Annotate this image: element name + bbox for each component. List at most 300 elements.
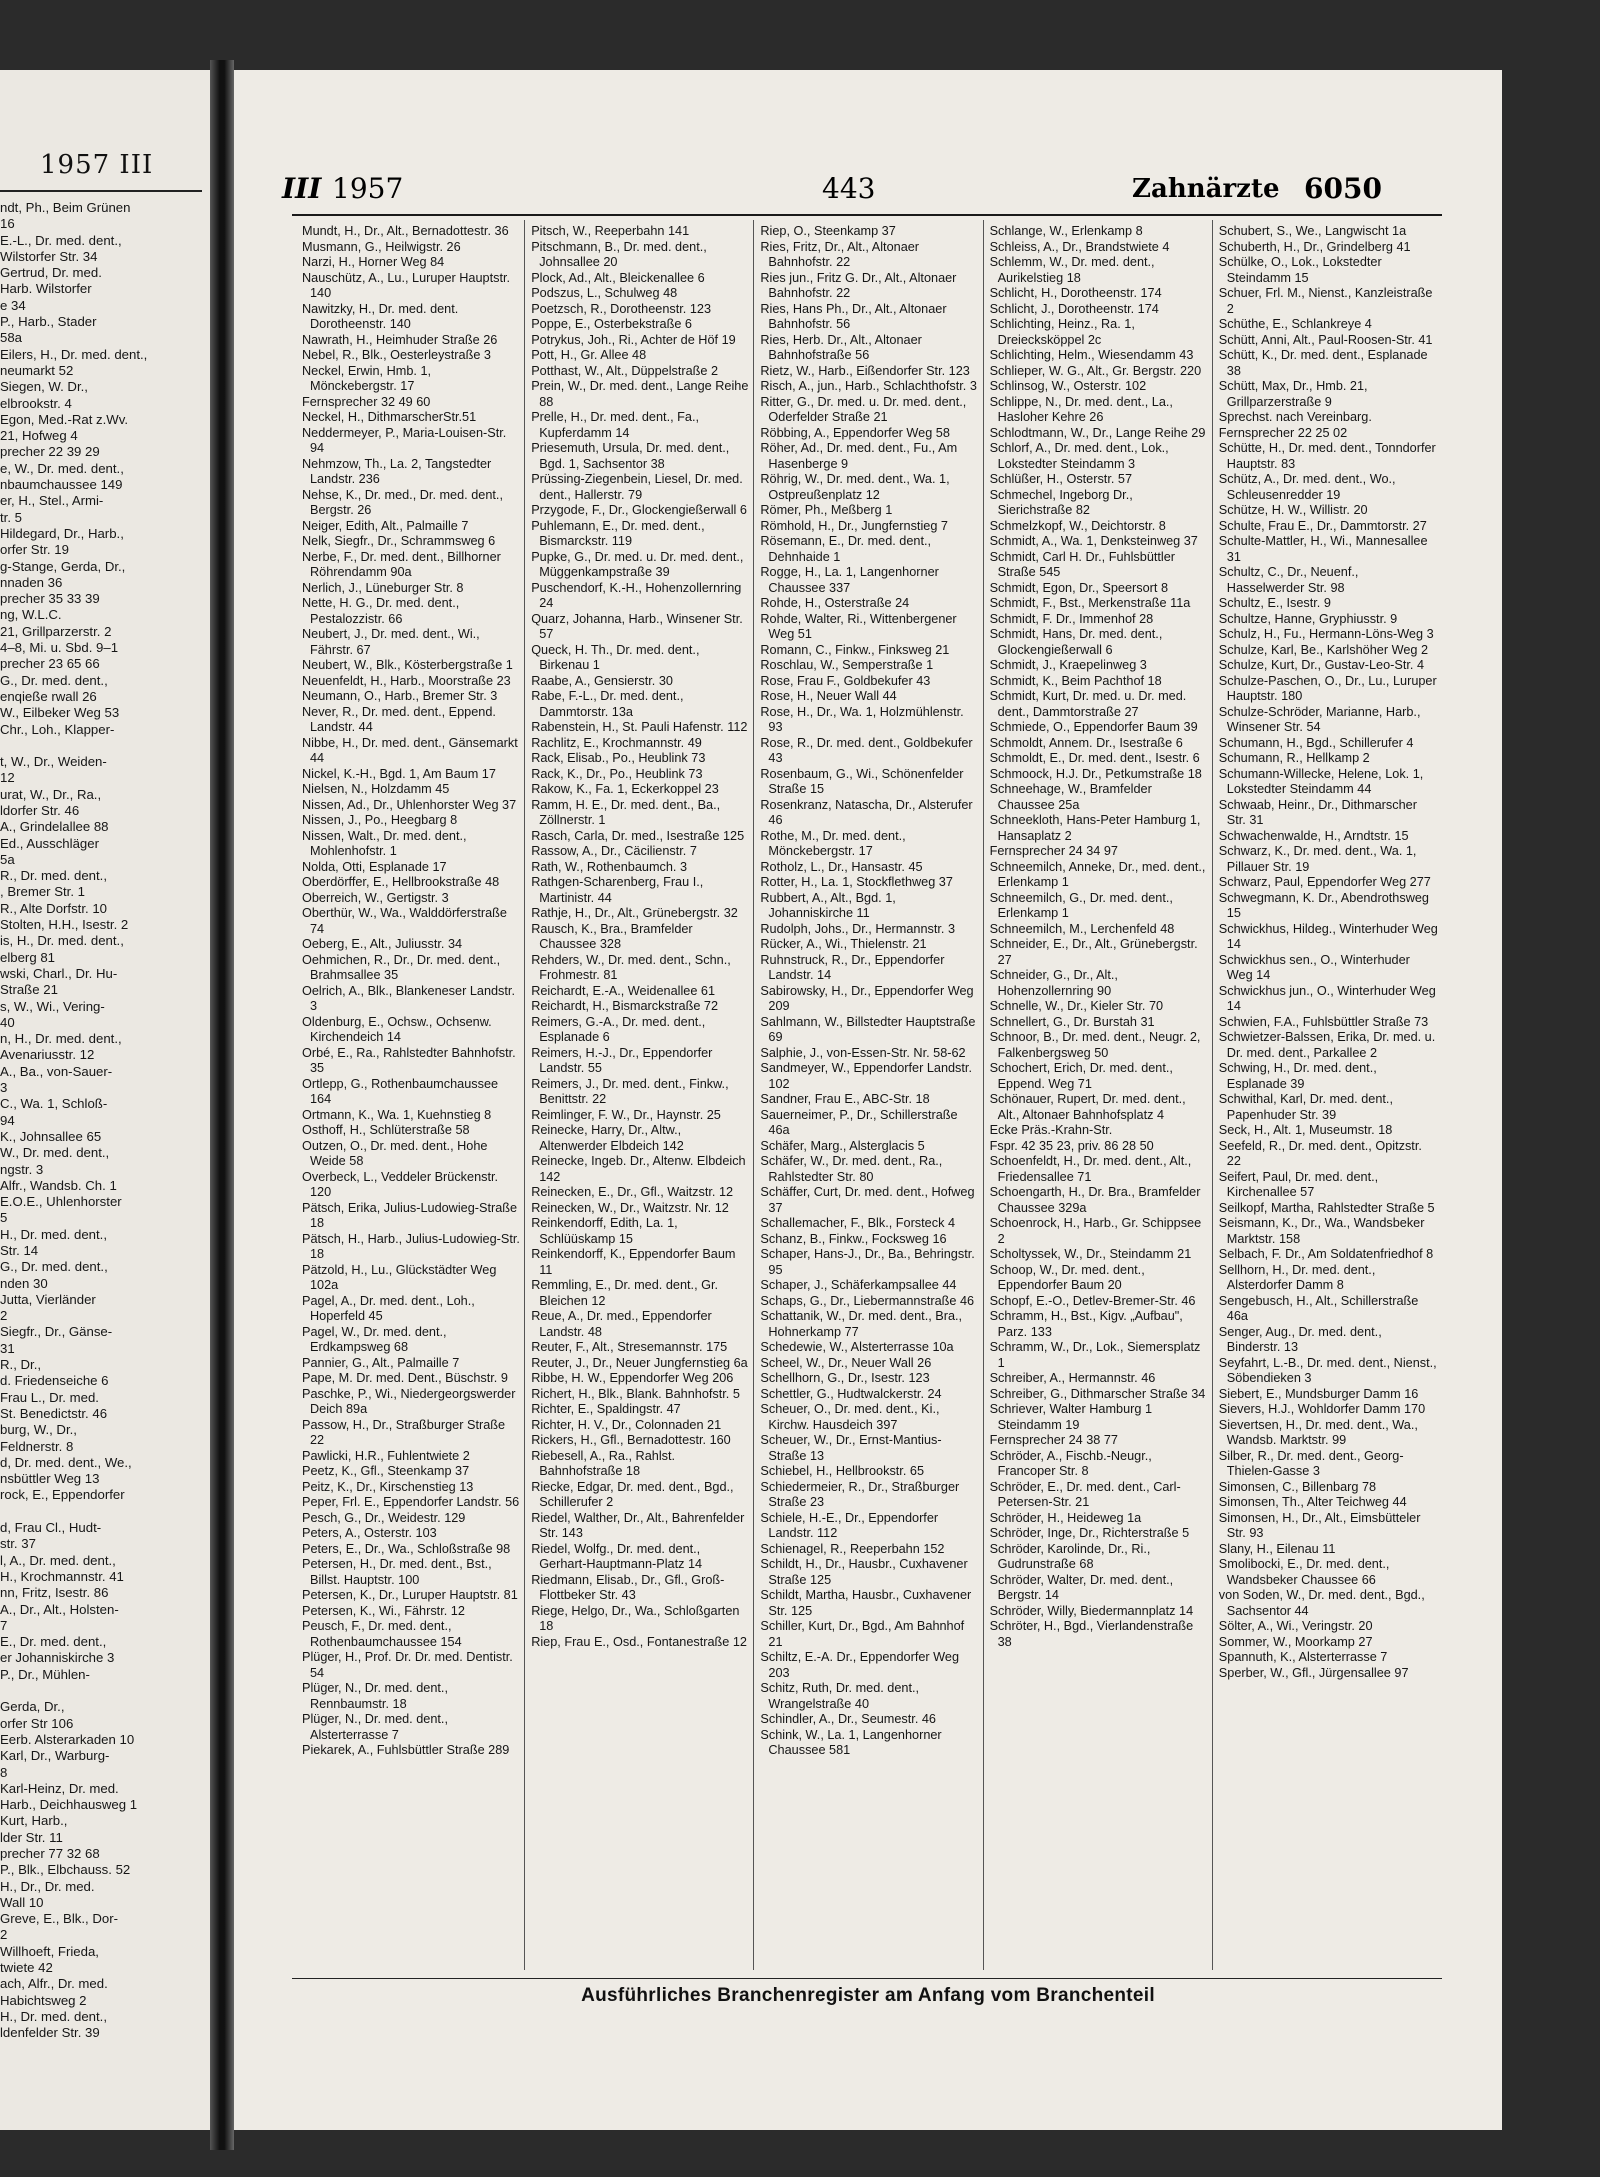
directory-entry: Schaps, G., Dr., Liebermannstraße 46 <box>760 1293 975 1308</box>
directory-entry: Schink, W., La. 1, Langenhorner Chaussee 581 <box>760 1727 942 1757</box>
directory-entry: Richter, H. V., Dr., Colonnaden 21 <box>531 1417 722 1432</box>
directory-entry: Schriever, Walter Hamburg 1 Steindamm 19 <box>989 1402 1153 1432</box>
left-page-line: Greve, E., Blk., Dor- <box>0 1911 118 1927</box>
left-page-line: W., Eilbeker Weg 53 <box>0 705 120 721</box>
directory-entry: Schuberth, H., Dr., Grindelberg 41 <box>1218 239 1411 254</box>
directory-entry: Römer, Ph., Meßberg 1 <box>760 503 893 517</box>
left-page-line <box>0 1504 204 1520</box>
directory-entry: Ortlepp, G., Rothenbaumchaussee 164 <box>302 1076 499 1106</box>
directory-entry: Reichardt, E.-A., Weidenallee 61 <box>531 983 716 998</box>
directory-entry: Schneider, E., Dr., Alt., Grünebergstr. 27 <box>989 937 1198 967</box>
directory-entry: Peusch, F., Dr. med. dent., Rothenbaumchaussee 154 <box>302 1619 462 1649</box>
section-title: Zahnärzte <box>1132 174 1280 204</box>
directory-entry: Rathgen-Scharenberg, Frau I., Martinistr. 44 <box>531 875 704 905</box>
directory-entry: Poppe, E., Osterbekstraße 6 <box>531 317 692 331</box>
directory-entry: Seyfahrt, L.-B., Dr. med. dent., Nienst., Söbendieken 3 <box>1218 1355 1437 1385</box>
directory-entry: Schröder, Willy, Biedermannplatz 14 <box>989 1603 1194 1618</box>
directory-entry: Röbbing, A., Eppendorfer Weg 58 <box>760 425 950 440</box>
left-page-line: is, H., Dr. med. dent., <box>0 933 124 949</box>
left-page-line: nn, Fritz, Isestr. 86 <box>0 1585 109 1601</box>
left-page-line: H., Dr. med. dent., <box>0 2008 108 2024</box>
left-page-line: Karl-Heinz, Dr. med. <box>0 1780 119 1796</box>
directory-entry: Schüthe, E., Schlankreye 4 <box>1218 317 1372 331</box>
directory-entry: Neuenfeldt, H., Harb., Moorstraße 23 <box>302 673 511 688</box>
directory-entry: Oldenburg, E., Ochsw., Ochsenw. Kirchendeich 14 <box>302 1014 492 1044</box>
left-page-line: H., Dr. med. dent., <box>0 1226 108 1242</box>
header-rule <box>292 214 1442 216</box>
book-spine <box>210 60 234 2150</box>
directory-entry: Schwien, F.A., Fuhlsbüttler Straße 73 <box>1218 1014 1429 1029</box>
year: 1957 <box>332 172 404 205</box>
directory-entry: Schleiss, A., Dr., Brandstwiete 4 <box>989 239 1170 254</box>
directory-entry: Seefeld, R., Dr. med. dent., Opitzstr. 22 <box>1218 1138 1422 1168</box>
directory-columns <box>296 220 1442 1970</box>
directory-entry: Outzen, O., Dr. med. dent., Hohe Weide 58 <box>302 1138 488 1168</box>
directory-entry: Nissen, Ad., Dr., Uhlenhorster Weg 37 <box>302 797 517 812</box>
directory-entry: Peper, Frl. E., Eppendorfer Landstr. 56 <box>302 1495 520 1509</box>
left-page-line: E.-L., Dr. med. dent., <box>0 232 122 248</box>
directory-entry: Plüger, N., Dr. med. dent., Rennbaumstr. 18 <box>302 1681 448 1711</box>
directory-entry: Schettler, G., Hudtwalckerstr. 24 <box>760 1386 942 1401</box>
directory-entry: Schmoldt, Annem. Dr., Isestraße 6 <box>989 735 1183 750</box>
left-page-line: nbaumchaussee 149 <box>0 477 123 493</box>
directory-entry: Schmidt, Kurt, Dr. med. u. Dr. med. dent., Dammtorstraße 27 <box>989 689 1187 719</box>
left-page-line: G., Dr. med. dent., <box>0 1259 108 1275</box>
directory-entry: Schellhorn, G., Dr., Isestr. 123 <box>760 1371 930 1385</box>
left-page-line: Eerb. Alsterarkaden 10 <box>0 1731 135 1747</box>
left-page-line: 21, Hofweg 4 <box>0 428 78 444</box>
directory-entry: Schütte, H., Dr. med. dent., Tonndorfer Hauptstr. 83 <box>1218 441 1436 471</box>
directory-entry: Rakow, K., Fa. 1, Eckerkoppel 23 <box>531 782 719 796</box>
directory-entry: Ecke Präs.-Krahn-Str. <box>989 1123 1113 1137</box>
directory-entry: Nette, H. G., Dr. med. dent., Pestalozzistr. 66 <box>302 596 460 626</box>
directory-entry: Schmidt, A., Wa. 1, Denksteinweg 37 <box>989 534 1198 548</box>
directory-entry: Schnelle, W., Dr., Kieler Str. 70 <box>989 999 1164 1013</box>
left-page-line: g-Stange, Gerda, Dr., <box>0 558 126 574</box>
left-page-line: d. Friedenseiche 6 <box>0 1373 109 1389</box>
directory-entry: Reinecke, Ingeb. Dr., Altenw. Elbdeich 142 <box>531 1154 746 1184</box>
left-page-line: 8 <box>0 1764 8 1780</box>
directory-entry: Pitschmann, B., Dr. med. dent., Johnsallee 20 <box>531 239 707 269</box>
directory-entry: Ribbe, H. W., Eppendorfer Weg 206 <box>531 1371 734 1385</box>
left-page-line: rock, E., Eppendorfer <box>0 1487 125 1503</box>
left-page-line: enqieße rwall 26 <box>0 688 97 704</box>
directory-entry: Sommer, W., Moorkamp 27 <box>1218 1634 1373 1649</box>
directory-entry: Schochert, Erich, Dr. med. dent., Eppend. Weg 71 <box>989 1061 1173 1091</box>
left-page-line: Eilers, H., Dr. med. dent., <box>0 346 148 362</box>
directory-entry: Schwarz, K., Dr. med. dent., Wa. 1, Pillauer Str. 19 <box>1218 844 1417 874</box>
directory-entry: Siebert, E., Mundsburger Damm 16 <box>1218 1386 1419 1401</box>
directory-entry: Schallemacher, F., Blk., Forsteck 4 <box>760 1216 956 1230</box>
directory-entry: Fernsprecher 32 49 60 <box>302 394 431 409</box>
directory-entry: Schütt, K., Dr. med. dent., Esplanade 38 <box>1218 348 1428 378</box>
directory-entry: Schwickhus jun., O., Winterhuder Weg 14 <box>1218 983 1436 1013</box>
directory-entry: Schulze-Paschen, O., Dr., Lu., Luruper Hauptstr. 180 <box>1218 673 1437 703</box>
directory-entry: Schwickhus sen., O., Winterhuder Weg 14 <box>1218 952 1410 982</box>
directory-entry: Nehmzow, Th., La. 2, Tangstedter Landstr. 236 <box>302 456 492 486</box>
directory-entry: Schlüßer, H., Osterstr. 57 <box>989 472 1133 486</box>
directory-entry: Pott, H., Gr. Allee 48 <box>531 348 647 362</box>
directory-entry: Simonsen, Th., Alter Teichweg 44 <box>1218 1495 1407 1509</box>
directory-entry: Schoop, W., Dr. med. dent., Eppendorfer Baum 20 <box>989 1262 1145 1292</box>
directory-entry: Reimlinger, F. W., Dr., Haynstr. 25 <box>531 1107 721 1122</box>
left-page-line: precher 22 39 29 <box>0 444 100 460</box>
directory-entry: Riebesell, A., Ra., Rahlst. Bahnhofstraße 18 <box>531 1448 676 1478</box>
directory-entry: Pitsch, W., Reeperbahn 141 <box>531 224 690 238</box>
left-page-line: 5 <box>0 1210 8 1226</box>
directory-entry: Seck, H., Alt. 1, Museumstr. 18 <box>1218 1123 1393 1137</box>
left-page-line: Stolten, H.H., Isestr. 2 <box>0 917 129 933</box>
directory-entry: Schlodtmann, W., Dr., Lange Reihe 29 <box>989 425 1206 440</box>
directory-entry: Schoenrock, H., Harb., Gr. Schippsee 2 <box>989 1216 1202 1246</box>
directory-entry: Scheuer, O., Dr. med. dent., Ki., Kirchw. Hausdeich 397 <box>760 1402 940 1432</box>
directory-entry: Schröder, Karolinde, Dr., Ri., Gudrunstraße 68 <box>989 1541 1151 1571</box>
directory-entry: Schröder, E., Dr. med. dent., Carl-Petersen-Str. 21 <box>989 1479 1181 1509</box>
left-page-line: A., Ba., von-Sauer- <box>0 1063 113 1079</box>
directory-entry: Pannier, G., Alt., Palmaille 7 <box>302 1355 460 1370</box>
directory-entry: Pawlicki, H.R., Fuhlentwiete 2 <box>302 1448 470 1463</box>
directory-entry: Oehmichen, R., Dr., Dr. med. dent., Brahmsallee 35 <box>302 952 501 982</box>
directory-entry: Never, R., Dr. med. dent., Eppend. Landstr. 44 <box>302 704 496 734</box>
directory-entry: Priesemuth, Ursula, Dr. med. dent., Bgd. 1, Sachsentor 38 <box>531 441 730 471</box>
directory-entry: Riedel, Walther, Dr., Alt., Bahrenfelder Str. 143 <box>531 1510 745 1540</box>
left-page-line: Frau L., Dr. med. <box>0 1389 99 1405</box>
directory-entry: Nissen, Walt., Dr. med. dent., Mohlenhofstr. 1 <box>302 828 467 858</box>
directory-entry: Nelk, Siegfr., Dr., Schrammsweg 6 <box>302 534 496 548</box>
left-page-line: P., Blk., Elbchauss. 52 <box>0 1862 131 1878</box>
directory-entry: Schramm, H., Bst., Kigv. „Aufbau", Parz. 133 <box>989 1309 1183 1339</box>
directory-entry: Schildt, H., Dr., Hausbr., Cuxhavener Straße 125 <box>760 1557 968 1587</box>
left-page-line: str. 37 <box>0 1536 36 1552</box>
directory-entry: Nerlich, J., Lüneburger Str. 8 <box>302 580 464 595</box>
directory-entry: Sperber, W., Gfl., Jürgensallee 97 <box>1218 1665 1409 1680</box>
directory-entry: Prüssing-Ziegenbein, Liesel, Dr. med. dent., Hallerstr. 79 <box>531 472 743 502</box>
directory-entry: Rietz, W., Harb., Eißendorfer Str. 123 <box>760 363 970 378</box>
directory-entry: Potrykus, Joh., Ri., Achter de Höf 19 <box>531 332 736 347</box>
directory-entry: Nerbe, F., Dr. med. dent., Billhorner Röhrendamm 90a <box>302 549 501 579</box>
directory-entry: Oberreich, W., Gertigstr. 3 <box>302 890 449 905</box>
directory-entry: Rosenbaum, G., Wi., Schönenfelder Straße 15 <box>760 766 964 796</box>
directory-entry: Schmidt, Egon, Dr., Speersort 8 <box>989 580 1169 595</box>
left-page-line: 94 <box>0 1112 15 1128</box>
directory-entry: Schulze-Schröder, Marianne, Harb., Winsener Str. 54 <box>1218 704 1421 734</box>
directory-entry: Schmidt, Carl H. Dr., Fuhlsbüttler Straße 545 <box>989 549 1176 579</box>
directory-column <box>754 220 983 1970</box>
directory-entry: Scheel, W., Dr., Neuer Wall 26 <box>760 1355 932 1370</box>
left-page-line: C., Wa. 1, Schloß- <box>0 1096 108 1112</box>
left-page-line: urat, W., Dr., Ra., <box>0 786 102 802</box>
directory-entry: Seilkopf, Martha, Rahlstedter Straße 5 <box>1218 1200 1435 1215</box>
directory-entry: Schiebel, H., Hellbrookstr. 65 <box>760 1464 924 1478</box>
left-page-line: twiete 42 <box>0 1960 53 1976</box>
directory-entry: Rosenkranz, Natascha, Dr., Alsterufer 46 <box>760 797 973 827</box>
left-page-line: A., Grindelallee 88 <box>0 819 109 835</box>
directory-entry: Schlieper, W. G., Alt., Gr. Bergstr. 220 <box>989 363 1202 378</box>
directory-entry: Nauschütz, A., Lu., Luruper Hauptstr. 140 <box>302 270 511 300</box>
left-page-line: er Johanniskirche 3 <box>0 1650 115 1666</box>
directory-entry: Nielsen, N., Holzdamm 45 <box>302 782 450 796</box>
directory-entry: Sölter, A., Wi., Veringstr. 20 <box>1218 1619 1373 1633</box>
directory-entry: Fernsprecher 22 25 02 <box>1218 425 1348 440</box>
directory-entry: Potthast, W., Alt., Düppelstraße 2 <box>531 363 719 378</box>
directory-entry: Plüger, H., Prof. Dr. Dr. med. Dentistr. 54 <box>302 1650 513 1680</box>
directory-entry: Schäfer, Marg., Alsterglacis 5 <box>760 1138 925 1153</box>
directory-entry: Sievertsen, H., Dr. med. dent., Wa., Wandsb. Marktstr. 99 <box>1218 1417 1418 1447</box>
left-page-line: d, Dr. med. dent., We., <box>0 1454 132 1470</box>
directory-entry: Schwegmann, K. Dr., Abendrothsweg 15 <box>1218 890 1429 920</box>
directory-entry: Richert, H., Blk., Blank. Bahnhofstr. 5 <box>531 1386 740 1401</box>
left-page-line: neumarkt 52 <box>0 362 74 378</box>
directory-entry: Neckel, H., DithmarscherStr.51 <box>302 410 477 424</box>
directory-entry: Rose, R., Dr. med. dent., Goldbekufer 43 <box>760 735 973 765</box>
directory-entry: Schwing, H., Dr. med. dent., Esplanade 39 <box>1218 1061 1377 1091</box>
directory-entry: Schmidt, F. Dr., Immenhof 28 <box>989 611 1154 626</box>
left-page-line: G., Dr. med. dent., <box>0 672 108 688</box>
directory-entry: Raabe, A., Gensierstr. 30 <box>531 673 673 688</box>
directory-entry: Schedewie, W., Alsterterrasse 10a <box>760 1340 954 1354</box>
directory-entry: Schreiber, A., Hermannstr. 46 <box>989 1371 1156 1385</box>
directory-entry: Schlichting, Heinz., Ra. 1, Dreiecksköppel 2c <box>989 317 1135 347</box>
directory-entry: Schultz, E., Isestr. 9 <box>1218 596 1331 610</box>
left-page-line: 21, Grillparzerstr. 2 <box>0 623 112 639</box>
directory-entry: Sellhorn, H., Dr. med. dent., Alsterdorfer Damm 8 <box>1218 1262 1376 1292</box>
directory-entry: Rotholz, L., Dr., Hansastr. 45 <box>760 859 923 874</box>
directory-entry: Schanz, B., Finkw., Focksweg 16 <box>760 1231 947 1246</box>
directory-entry: Petersen, H., Dr. med. dent., Bst., Billst. Hauptstr. 100 <box>302 1557 492 1587</box>
left-page-line: Ed., Ausschläger <box>0 835 99 851</box>
directory-entry: Schäfer, W., Dr. med. dent., Ra., Rahlstedter Str. 80 <box>760 1154 943 1184</box>
left-page-line: ach, Alfr., Dr. med. <box>0 1976 108 1992</box>
directory-entry: Spannuth, K., Alsterterrasse 7 <box>1218 1650 1388 1664</box>
directory-entry: Rose, Frau F., Goldbekufer 43 <box>760 673 931 688</box>
directory-entry: Petersen, K., Wi., Fährstr. 12 <box>302 1603 465 1618</box>
left-page-line: precher 23 65 66 <box>0 656 100 672</box>
directory-entry: Prelle, H., Dr. med. dent., Fa., Kupferdamm 14 <box>531 410 700 440</box>
left-page-line: 5a <box>0 851 15 867</box>
directory-entry: Remmling, E., Dr. med. dent., Gr. Bleichen 12 <box>531 1278 719 1308</box>
left-page-line: E.O.E., Uhlenhorster <box>0 1194 122 1210</box>
directory-entry: Schmidt, J., Kraepelinweg 3 <box>989 658 1147 672</box>
directory-entry: Nibbe, H., Dr. med. dent., Gänsemarkt 44 <box>302 735 518 765</box>
directory-entry: Röhrig, W., Dr. med. dent., Wa. 1, Ostpreußenplatz 12 <box>760 472 950 502</box>
left-page-line: orfer Str. 19 <box>0 542 69 558</box>
left-page-line: nnaden 36 <box>0 574 63 590</box>
directory-entry: Rubbert, A., Alt., Bgd. 1, Johanniskirche 11 <box>760 890 896 920</box>
directory-entry: Oberdörffer, E., Hellbrookstraße 48 <box>302 875 500 889</box>
directory-entry: Ritter, G., Dr. med. u. Dr. med. dent., Oderfelder Straße 21 <box>760 394 967 424</box>
directory-entry: Ries, Fritz, Dr., Alt., Altonaer Bahnhofstr. 22 <box>760 239 920 269</box>
left-page-line: er, H., Stel., Armi- <box>0 493 104 509</box>
directory-entry: Plock, Ad., Alt., Bleickenallee 6 <box>531 270 705 285</box>
directory-entry: Sievers, H.J., Wohldorfer Damm 170 <box>1218 1402 1426 1416</box>
directory-entry: Sengebusch, H., Alt., Schillerstraße 46a <box>1218 1293 1419 1323</box>
directory-entry: Schuer, Frl. M., Nienst., Kanzleistraße 2 <box>1218 286 1433 316</box>
directory-entry: Schneemilch, G., Dr. med. dent., Erlenkamp 1 <box>989 890 1173 920</box>
directory-entry: Rickers, H., Gfl., Bernadottestr. 160 <box>531 1433 731 1447</box>
directory-entry: Schütt, Anni, Alt., Paul-Roosen-Str. 41 <box>1218 332 1433 347</box>
directory-column <box>296 220 525 1970</box>
directory-entry: Schaper, J., Schäferkampsallee 44 <box>760 1278 957 1292</box>
directory-entry: Rose, H., Dr., Wa. 1, Holzmühlenstr. 93 <box>760 704 964 734</box>
directory-entry: Richter, E., Spaldingstr. 47 <box>531 1402 681 1416</box>
directory-entry: Schiltz, E.-A. Dr., Eppendorfer Weg 203 <box>760 1650 960 1680</box>
directory-entry: Scheuer, W., Dr., Ernst-Mantius-Straße 13 <box>760 1433 942 1463</box>
directory-entry: Riege, Helgo, Dr., Wa., Schloßgarten 18 <box>531 1603 740 1633</box>
directory-entry: Schönauer, Rupert, Dr. med. dent., Alt., Altonaer Bahnhofsplatz 4 <box>989 1092 1186 1122</box>
directory-entry: Schlange, W., Erlenkamp 8 <box>989 224 1143 238</box>
directory-entry: Schienagel, R., Reeperbahn 152 <box>760 1541 945 1556</box>
left-page-line: Karl, Dr., Warburg- <box>0 1748 110 1764</box>
left-page-line: Willhoeft, Frieda, <box>0 1943 99 1959</box>
directory-entry: Pape, M. Dr. med. Dent., Büschstr. 9 <box>302 1371 508 1385</box>
directory-entry: Reinecke, Harry, Dr., Altw., Altenwerder Elbdeich 142 <box>531 1123 684 1153</box>
directory-entry: Schumann-Willecke, Helene, Lok. 1, Lokstedter Steindamm 44 <box>1218 766 1424 796</box>
directory-entry: Schlicht, J., Dorotheenstr. 174 <box>989 301 1159 316</box>
directory-entry: Riedel, Wolfg., Dr. med. dent., Gerhart-Hauptmann-Platz 14 <box>531 1541 703 1571</box>
directory-entry: Seifert, Paul, Dr. med. dent., Kirchenallee 57 <box>1218 1169 1379 1199</box>
left-page-line: 58a <box>0 330 23 346</box>
directory-entry: Rath, W., Rothenbaumch. 3 <box>531 859 688 874</box>
left-page-line: d, Frau Cl., Hudt- <box>0 1520 102 1536</box>
left-page-line: 7 <box>0 1617 8 1633</box>
directory-entry: Schütz, A., Dr. med. dent., Wo., Schleusenredder 19 <box>1218 472 1396 502</box>
left-page-line: ndt, Ph., Beim Grünen <box>0 200 131 215</box>
directory-entry: Schultze, Hanne, Gryphiusstr. 9 <box>1218 611 1398 626</box>
left-page-line: nsbüttler Weg 13 <box>0 1471 100 1487</box>
directory-entry: Schneemilch, Anneke, Dr., med. dent., Erlenkamp 1 <box>989 859 1206 889</box>
left-page-line: P., Harb., Stader <box>0 314 97 330</box>
directory-entry: Fernsprecher 24 38 77 <box>989 1433 1118 1447</box>
directory-entry: Rohde, H., Osterstraße 24 <box>760 596 910 610</box>
directory-entry: Schulte, Frau E., Dr., Dammtorstr. 27 <box>1218 518 1427 533</box>
directory-entry: Rabe, F.-L., Dr. med. dent., Dammtorstr. 13a <box>531 689 684 719</box>
directory-entry: Piekarek, A., Fuhlsbüttler Straße 289 <box>302 1743 510 1757</box>
directory-entry: Sahlmann, W., Billstedter Hauptstraße 69 <box>760 1014 976 1044</box>
left-page-line: ldorfer Str. 46 <box>0 802 80 818</box>
left-page-line: A., Dr., Alt., Holsten- <box>0 1601 119 1617</box>
left-page-rule <box>0 190 202 192</box>
directory-entry: Schneehage, W., Bramfelder Chaussee 25a <box>989 782 1152 812</box>
directory-entry: Nehse, K., Dr. med., Dr. med. dent., Bergstr. 26 <box>302 487 503 517</box>
left-page-line: e, W., Dr. med. dent., <box>0 460 124 476</box>
directory-entry: Salphie, J., von-Essen-Str. Nr. 58-62 <box>760 1045 966 1060</box>
directory-entry: Schultz, C., Dr., Neuenf., Hasselwerder Str. 98 <box>1218 565 1359 595</box>
directory-entry: Rausch, K., Bra., Bramfelder Chaussee 328 <box>531 921 693 951</box>
directory-entry: Rösemann, E., Dr. med. dent., Dehnhaide 1 <box>760 534 932 564</box>
section-code: 6050 <box>1304 172 1382 205</box>
directory-entry: Rachlitz, E., Krochmannstr. 49 <box>531 735 702 750</box>
left-page-line: Kurt, Harb., <box>0 1813 68 1829</box>
directory-entry: Queck, H. Th., Dr. med. dent., Birkenau 1 <box>531 642 700 672</box>
right-page <box>234 70 1502 2130</box>
directory-entry: Schneekloth, Hans-Peter Hamburg 1, Hansaplatz 2 <box>989 813 1201 843</box>
directory-entry: Schumann, H., Bgd., Schillerufer 4 <box>1218 735 1414 750</box>
directory-entry: Selbach, F. Dr., Am Soldatenfriedhof 8 <box>1218 1247 1434 1261</box>
left-page-line: 4–8, Mi. u. Sbd. 9–1 <box>0 640 119 656</box>
left-page-line: R., Dr. med. dent., <box>0 868 108 884</box>
volume-roman: III <box>282 172 322 205</box>
directory-entry: Reinkendorff, K., Eppendorfer Baum 11 <box>531 1247 736 1277</box>
directory-entry: Schaper, Hans-J., Dr., Ba., Behringstr. 95 <box>760 1247 975 1277</box>
page-number: 443 <box>822 172 876 205</box>
directory-entry: Silber, R., Dr. med. dent., Georg-Thielen-Gasse 3 <box>1218 1448 1404 1478</box>
directory-entry: Ries, Hans Ph., Dr., Alt., Altonaer Bahnhofstr. 56 <box>760 301 947 331</box>
directory-entry: Rassow, A., Dr., Cäcilienstr. 7 <box>531 844 697 858</box>
left-page-line: Avenariusstr. 12 <box>0 1047 95 1063</box>
left-page-line: P., Dr., Mühlen- <box>0 1666 90 1682</box>
directory-entry: Reuter, J., Dr., Neuer Jungfernstieg 6a <box>531 1355 748 1370</box>
left-page-line: 2 <box>0 1927 8 1943</box>
left-page-line: lder Str. 11 <box>0 1829 63 1845</box>
directory-entry: Quarz, Johanna, Harb., Winsener Str. 57 <box>531 611 743 641</box>
left-page <box>0 70 210 2130</box>
directory-entry: Schindler, A., Dr., Seumestr. 46 <box>760 1712 936 1726</box>
directory-entry: Podszus, L., Schulweg 48 <box>531 286 678 300</box>
left-page-header: 1957 III <box>40 150 154 180</box>
directory-entry: Sprechst. nach Vereinbarg. <box>1218 410 1372 424</box>
directory-entry: Orbé, E., Ra., Rahlstedter Bahnhofstr. 35 <box>302 1045 516 1075</box>
directory-entry: Peetz, K., Gfl., Steenkamp 37 <box>302 1464 470 1478</box>
directory-entry: Schneider, G., Dr., Alt., Hohenzollernring 90 <box>989 968 1118 998</box>
directory-entry: von Soden, W., Dr. med. dent., Bgd., Sachsentor 44 <box>1218 1588 1425 1618</box>
directory-entry: Poetzsch, R., Dorotheenstr. 123 <box>531 301 712 316</box>
directory-entry: Rücker, A., Wi., Thielenstr. 21 <box>760 937 927 951</box>
left-page-line: Harb. Wilstorfer <box>0 281 92 297</box>
directory-entry: Przygode, F., Dr., Glockengießerwall 6 <box>531 503 747 517</box>
directory-entry: Schoenfeldt, H., Dr. med. dent., Alt., Friedensallee 71 <box>989 1154 1192 1184</box>
directory-entry: Neckel, Erwin, Hmb. 1, Mönckebergstr. 17 <box>302 363 432 393</box>
directory-entry: Schwachenwalde, H., Arndtstr. 15 <box>1218 828 1409 843</box>
directory-entry: Rudolph, Johs., Dr., Hermannstr. 3 <box>760 921 956 936</box>
directory-entry: Ries, Herb. Dr., Alt., Altonaer Bahnhofstraße 56 <box>760 332 922 362</box>
directory-entry: Reinkendorff, Edith, La. 1, Schlüüskamp 15 <box>531 1216 678 1246</box>
directory-entry: Nebel, R., Blk., Oesterleystraße 3 <box>302 348 491 362</box>
directory-entry: Rogge, H., La. 1, Langenhorner Chaussee 337 <box>760 565 939 595</box>
left-page-line: ldenfelder Str. 39 <box>0 2025 100 2041</box>
directory-entry: Schnellert, G., Dr. Burstah 31 <box>989 1014 1155 1029</box>
directory-entry: Schmoock, H.J. Dr., Petkumstraße 18 <box>989 766 1202 781</box>
directory-entry: Reimers, G.-A., Dr. med. dent., Esplanade 6 <box>531 1014 706 1044</box>
left-page-line: H., Krochmannstr. 41 <box>0 1568 124 1584</box>
directory-entry: Sandner, Frau E., ABC-Str. 18 <box>760 1092 930 1106</box>
directory-entry: Peitz, K., Dr., Kirschenstieg 13 <box>302 1479 474 1494</box>
left-page-line: Habichtsweg 2 <box>0 1992 87 2008</box>
directory-entry: Pätzold, H., Lu., Glückstädter Weg 102a <box>302 1262 497 1292</box>
directory-entry: Senger, Aug., Dr. med. dent., Binderstr. 13 <box>1218 1324 1382 1354</box>
left-page-line: 12 <box>0 770 15 786</box>
directory-entry: Schwietzer-Balssen, Erika, Dr. med. u. Dr. med. dent., Parkallee 2 <box>1218 1030 1436 1060</box>
directory-entry: Schröder, A., Fischb.-Neugr., Francoper Str. 8 <box>989 1448 1152 1478</box>
left-page-line: Wall 10 <box>0 1894 44 1910</box>
directory-entry: Schwickhus, Hildeg., Winterhuder Weg 14 <box>1218 921 1438 951</box>
directory-entry: Schiller, Kurt, Dr., Bgd., Am Bahnhof 21 <box>760 1619 965 1649</box>
left-page-line: t, W., Dr., Weiden- <box>0 754 107 770</box>
directory-entry: Schütt, Max, Dr., Hmb. 21, Grillparzerstraße 9 <box>1218 379 1368 409</box>
directory-entry: Osthoff, H., Schlüterstraße 58 <box>302 1123 470 1137</box>
page-header <box>234 170 1502 210</box>
left-page-line: precher 77 32 68 <box>0 1845 100 1861</box>
left-page-line: Hildegard, Dr., Harb., <box>0 525 124 541</box>
left-page-line: Feldnerstr. 8 <box>0 1438 74 1454</box>
directory-entry: Schmoldt, E., Dr. med. dent., Isestr. 6 <box>989 751 1200 765</box>
directory-entry: Schwaab, Heinr., Dr., Dithmarscher Str. 31 <box>1218 797 1417 827</box>
directory-entry: Oberthür, W., Wa., Walddörferstraße 74 <box>302 906 507 936</box>
left-page-line: E., Dr. med. dent., <box>0 1634 107 1650</box>
directory-entry: Narzi, H., Horner Weg 84 <box>302 255 445 269</box>
directory-entry: Schitz, Ruth, Dr. med. dent., Wrangelstraße 40 <box>760 1681 920 1711</box>
directory-entry: Rohde, Walter, Ri., Wittenbergener Weg 51 <box>760 611 957 641</box>
directory-entry: Schmiede, O., Eppendorfer Baum 39 <box>989 720 1198 734</box>
